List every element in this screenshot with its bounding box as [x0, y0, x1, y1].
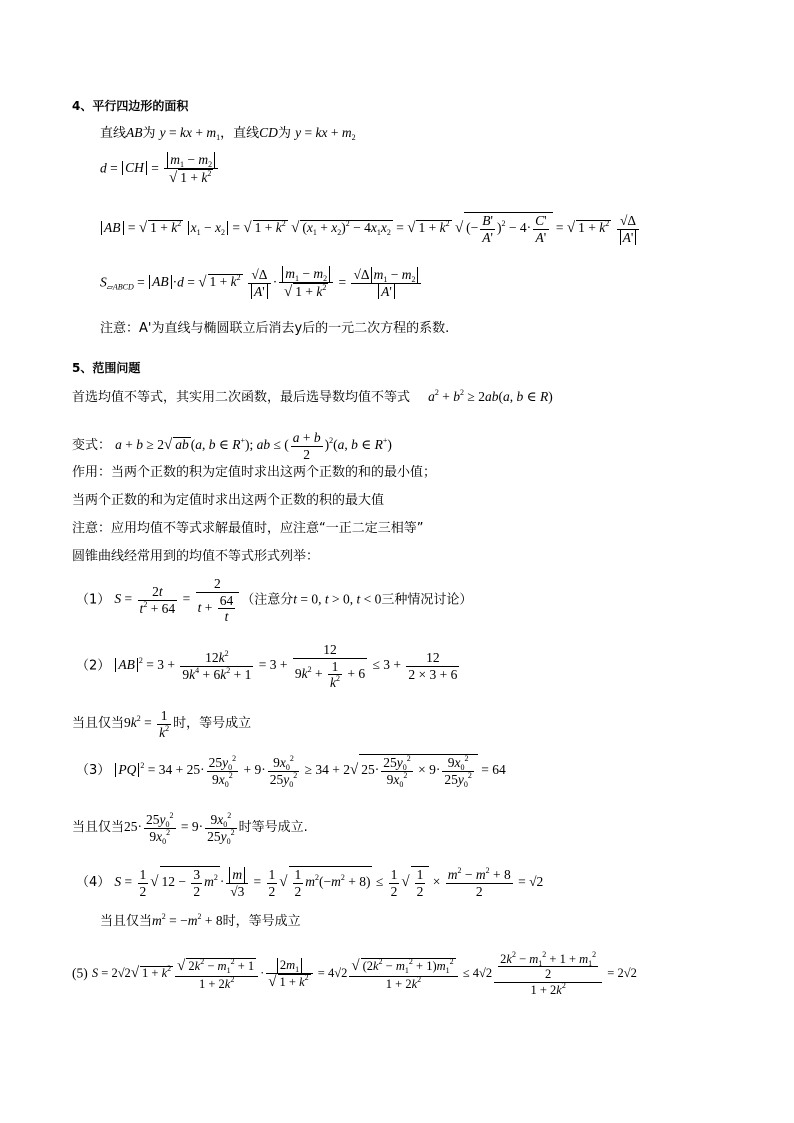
item-2-formula: AB $^2$ = 3 + $\frac{12k^2}{9k^4 + 6k^2 + 1}$ = 3 + 12 $9k^2$ + $\frac{1}{k^2}$ + 6 ≤ 3 + $\frac{12}{2 \times 3 + 6}$: [114, 657, 461, 672]
item-2-cond-post: 时，等号成立: [173, 716, 252, 732]
intro-text: 首选均值不等式，其实用二次函数，最后选导数均值不等式: [72, 390, 411, 405]
item-4-label: （4）: [76, 875, 111, 891]
item-1-note: （注意分: [241, 592, 294, 608]
item-4-condition: [100, 914, 301, 928]
item-2-cond-formula: $9k^2$ = $\frac{1}{k^2}$: [124, 708, 170, 740]
item-3-cond-pre: 当且仅当: [72, 820, 125, 836]
variant-label: 变式：: [72, 438, 112, 454]
section-4-note: 注意：A'为直线与椭圆联立后消去y后的一元二次方程的系数.: [100, 321, 450, 336]
is-word-1: 为: [142, 126, 156, 141]
item-1-label: （1）: [76, 592, 111, 608]
item-4-cond-pre: 当且仅当: [100, 914, 153, 929]
item-2-condition: [72, 708, 251, 740]
item-3-cond-post: 时等号成立.: [238, 820, 308, 836]
item-4-cond-formula: $m^2 = -m^2 + 8$: [152, 912, 223, 928]
item-5-label: (5): [72, 965, 88, 981]
item-3-cond-formula: 25· $\frac{25y_0^2}{9x_0^2}$ = 9· $\frac{9x_0^2}{25y_0^2}$: [124, 811, 235, 846]
item-3-condition: [72, 812, 308, 844]
item-1: [76, 576, 472, 625]
forms-intro: 圆锥曲线经常用到的均值不等式形式列举：: [72, 549, 320, 564]
item-1-cases: t = 0, t > 0, t < 0: [293, 591, 382, 607]
line-cd-sep: ，直线: [220, 126, 260, 141]
distance-formula: d = CH = $\frac{m_1 - m_2}{√ 1 + k^2}$: [100, 152, 220, 187]
item-1-formula: S = $\frac{2t}{t^2 + 64}$ = 2 t + $\frac{64}{t}$: [114, 591, 241, 606]
is-word-2: 为: [277, 126, 291, 141]
item-5: [72, 952, 637, 997]
item-3: [76, 754, 506, 787]
item-3-formula: PQ $^2$ = 34 + 25· $\frac{25y_0^2}{9x_0^2}$ + 9· $\frac{9x_0^2}{25y_0^2}$ ≥ 34 + 2√ 25· $\frac{25y_0^2}{9x_0^2}$ × 9· $\frac{9x_0^2}{25y_0^2}$ = 64: [114, 762, 505, 777]
item-1-note-end: 三种情况讨论）: [381, 592, 473, 608]
line-ab-equation: y = kx + $m_1$: [159, 125, 221, 142]
use-line-2: 当两个正数的和为定值时求出这两个正数的积的最大值: [72, 493, 385, 508]
section-5-heading: 5、范围问题: [72, 361, 141, 375]
line-cd-equation: y = kx + $m_2$: [295, 125, 356, 142]
item-4-formula: S = $\frac{1}{2}$ √ 12 − $\frac{3}{2}$ $m^2$ · $\frac{m}{√3}$ = $\frac{1}{2}$ √ $\frac{1}{2}$ $m^2(-m^2 + 8)$ ≤ $\frac{1}{2}$ √ $\frac{1}{2}$ × $\frac{m^2 - m^2 + 8}{2}$ = √2: [114, 866, 544, 899]
section-4-heading: 4、平行四边形的面积: [72, 99, 189, 113]
line-equations: [100, 126, 356, 140]
section-5-intro: [72, 390, 553, 404]
lines-label: 直线: [100, 126, 127, 141]
item-2-label: （2）: [76, 658, 111, 674]
item-2: [76, 642, 461, 691]
chord-length-formula: AB = √ $1 + k^2$ $x_1 - x_2$ = √ $1 + k^2$ √ $(x_1 + x_2)^2 - 4x_1x_2$ = √ $1 + k^2$ √ (− $\frac{B'}{A'}$ )$^2$ − 4· $\frac{C'}{A'}$ = √ $1 + k^2$ $\frac{√\Delta}{A'}$: [100, 212, 641, 245]
section-5-note: 注意：应用均值不等式求解最值时，应注意“一正二定三相等”: [72, 521, 424, 536]
am-gm-inequality: $a^2 + b^2 \ge 2ab(a$, b ∈ R): [428, 388, 553, 404]
item-5-formula: S = 2√2√ $1 + k^2$ $\frac{√ 2k^2 - m_1^2 + 1}{1 + 2k^2}$ · $\frac{2m_1}{√ 1 + k^2}$ = 4√2 $\frac{√ (2k^2 - m_1^2 + 1)m_1^2}{1 + 2k^2}$ ≤ 4√2 $\frac{\frac{2k^2 - m_1^2 + 1 + m_1^2}{2}}{1 + 2k^2}$ = 2√2: [91, 950, 637, 997]
item-2-cond-pre: 当且仅当: [72, 716, 125, 732]
line-cd-name: CD: [259, 125, 278, 140]
use-line-1: 作用：当两个正数的积为定值时求出这两个正数的和的最小值；: [72, 465, 437, 480]
item-4: [76, 866, 543, 899]
parallelogram-area-formula: $S_{▱ABCD}$ = AB ·d = √ $1 + k^2$ $\frac{√\Delta}{A'}$ · $\frac{m_1 - m_2}{√ 1 + k^2}$ = $\frac{√\Delta m_1 - m_2}{A'}$: [100, 266, 423, 301]
line-ab-name: AB: [126, 125, 143, 140]
variant-line: [72, 430, 392, 462]
item-4-cond-post: 时，等号成立: [222, 914, 301, 929]
item-3-label: （3）: [76, 763, 111, 779]
variant-formula: a + b ≥ 2√ ab (a, b ∈ R+); ab ≤ ( $\frac{a + b}{2}$ )$^2$(a, b ∈ R+): [115, 430, 392, 462]
